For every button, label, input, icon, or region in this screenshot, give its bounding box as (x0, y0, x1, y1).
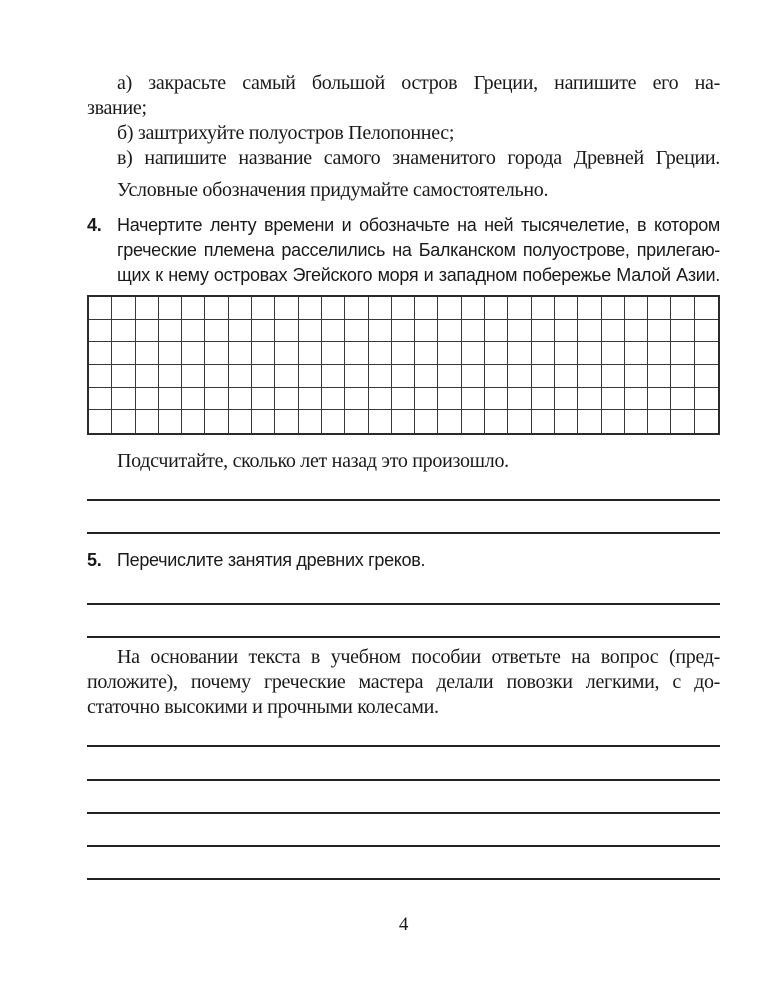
grid-cell (205, 410, 228, 433)
grid-cell (625, 320, 648, 343)
grid-cell (299, 342, 322, 365)
grid-cell (345, 388, 368, 411)
grid-cell (648, 410, 671, 433)
grid-cell (485, 388, 508, 411)
grid-cell (275, 410, 298, 433)
task4-number: 4. (87, 215, 102, 235)
grid-cell (671, 320, 694, 343)
task4-text-line2: греческие племена расселились на Балканском полуострове, прилегаю- (117, 240, 720, 260)
grid-cell (252, 410, 275, 433)
grid-cell (205, 388, 228, 411)
task4-text-line1: Начертите ленту времени и обозначьте на ней тысячелетие, в котором (117, 215, 720, 235)
grid-cell (555, 365, 578, 388)
answer-line (87, 499, 720, 501)
grid-cell (695, 320, 718, 343)
grid-cell (392, 320, 415, 343)
grid-cell (252, 365, 275, 388)
grid-cell (508, 365, 531, 388)
grid-cell (369, 388, 392, 411)
grid-cell (205, 365, 228, 388)
grid-cell (136, 388, 159, 411)
grid-cell (462, 410, 485, 433)
grid-cell (369, 342, 392, 365)
grid-cell (136, 365, 159, 388)
grid-cell (205, 297, 228, 320)
grid-cell (695, 410, 718, 433)
grid-cell (369, 365, 392, 388)
grid-cell (275, 365, 298, 388)
grid-cell (462, 388, 485, 411)
grid-cell (322, 410, 345, 433)
grid-cell (275, 388, 298, 411)
grid-cell (252, 297, 275, 320)
grid-cell (438, 388, 461, 411)
grid-cell (89, 320, 112, 343)
grid-cell (462, 342, 485, 365)
grid-cell (252, 342, 275, 365)
grid-cell (555, 342, 578, 365)
answer-line (87, 878, 720, 880)
grid-cell (89, 342, 112, 365)
question-line2: положите), почему греческие мастера делали повозки легкими, с до- (87, 671, 720, 693)
grid-cell (671, 297, 694, 320)
grid-cell (578, 342, 601, 365)
grid-cell (252, 320, 275, 343)
grid-cell (136, 410, 159, 433)
grid-cell (578, 410, 601, 433)
grid-cell (112, 365, 135, 388)
task3-legend-note: Условные обозначения придумайте самостоятельно. (117, 179, 549, 201)
grid-cell (345, 297, 368, 320)
grid-cell (438, 320, 461, 343)
grid-cell (112, 320, 135, 343)
answer-line (87, 636, 720, 638)
grid-cell (415, 410, 438, 433)
grid-cell (671, 365, 694, 388)
grid-cell (625, 365, 648, 388)
grid-cell (485, 297, 508, 320)
grid-cell (345, 410, 368, 433)
grid-cell (136, 342, 159, 365)
grid-cell (602, 320, 625, 343)
grid-cell (392, 388, 415, 411)
grid-cell (438, 365, 461, 388)
grid-cell (508, 320, 531, 343)
grid-cell (159, 388, 182, 411)
grid-cell (462, 297, 485, 320)
grid-cell (671, 342, 694, 365)
grid-cell (578, 365, 601, 388)
grid-cell (648, 365, 671, 388)
grid-cell (159, 342, 182, 365)
grid-cell (89, 410, 112, 433)
grid-cell (462, 320, 485, 343)
grid-cell (89, 388, 112, 411)
grid-cell (485, 320, 508, 343)
task3-item-b: б) заштрихуйте полуостров Пелопоннес; (117, 122, 455, 144)
grid-cell (532, 342, 555, 365)
grid-cell (602, 410, 625, 433)
grid-cell (299, 320, 322, 343)
grid-cell (182, 297, 205, 320)
grid-cell (345, 320, 368, 343)
grid-cell (112, 410, 135, 433)
grid-cell (415, 320, 438, 343)
grid-cell (392, 297, 415, 320)
grid-cell (182, 320, 205, 343)
grid-cell (205, 342, 228, 365)
grid-cell (136, 320, 159, 343)
grid-cell (229, 365, 252, 388)
grid-cell (555, 410, 578, 433)
grid-cell (578, 320, 601, 343)
grid-cell (229, 320, 252, 343)
grid-cell (555, 320, 578, 343)
grid-cell (182, 342, 205, 365)
grid-cell (671, 388, 694, 411)
question-line1: На основании текста в учебном пособии ответьте на вопрос (пред- (117, 646, 720, 668)
grid-cell (438, 410, 461, 433)
grid-cell (252, 388, 275, 411)
grid-cell (508, 342, 531, 365)
task5-number: 5. (87, 550, 102, 570)
grid-cell (485, 410, 508, 433)
grid-cell (648, 388, 671, 411)
answer-line (87, 812, 720, 814)
grid-cell (159, 297, 182, 320)
grid-cell (648, 342, 671, 365)
answer-line (87, 845, 720, 847)
grid-cell (508, 410, 531, 433)
grid-cell (625, 342, 648, 365)
grid-cell (159, 320, 182, 343)
grid-cell (625, 297, 648, 320)
grid-cell (136, 297, 159, 320)
grid-cell (275, 297, 298, 320)
grid-cell (578, 388, 601, 411)
grid-cell (695, 297, 718, 320)
grid-cell (532, 320, 555, 343)
grid-cell (462, 365, 485, 388)
grid-cell (229, 388, 252, 411)
grid-cell (299, 365, 322, 388)
grid-cell (671, 410, 694, 433)
grid-cell (89, 365, 112, 388)
answer-line (87, 532, 720, 534)
grid-cell (695, 365, 718, 388)
grid-cell (625, 388, 648, 411)
grid-cell (415, 297, 438, 320)
grid-cell (392, 342, 415, 365)
grid-cell (695, 388, 718, 411)
grid-cell (322, 388, 345, 411)
grid-cell (369, 320, 392, 343)
grid-cell (322, 365, 345, 388)
task4-count-prompt: Подсчитайте, сколько лет назад это произошло. (117, 450, 509, 472)
grid-cell (438, 342, 461, 365)
grid-cell (648, 297, 671, 320)
grid-cell (578, 297, 601, 320)
timeline-grid (87, 295, 720, 435)
task3-item-a-line2: звание; (87, 97, 147, 119)
grid-cell (415, 388, 438, 411)
task3-item-v: в) напишите название самого знаменитого города Древней Греции. (117, 147, 720, 169)
grid-cell (182, 365, 205, 388)
grid-cell (625, 410, 648, 433)
grid-cell (322, 297, 345, 320)
grid-cell (602, 297, 625, 320)
grid-cell (392, 410, 415, 433)
grid-cell (438, 297, 461, 320)
question-line3: статочно высокими и прочными колесами. (87, 696, 439, 718)
grid-cell (392, 365, 415, 388)
grid-cell (229, 342, 252, 365)
grid-cell (322, 320, 345, 343)
grid-cell (369, 410, 392, 433)
grid-cell (205, 320, 228, 343)
grid-cell (602, 342, 625, 365)
grid-cell (555, 297, 578, 320)
grid-cell (299, 388, 322, 411)
grid-cell (532, 297, 555, 320)
grid-cell (229, 297, 252, 320)
grid-cell (555, 388, 578, 411)
answer-line (87, 745, 720, 747)
grid-cell (485, 365, 508, 388)
grid-cell (345, 365, 368, 388)
grid-cell (299, 410, 322, 433)
grid-cell (602, 388, 625, 411)
answer-line (87, 603, 720, 605)
task4-text-line3: щих к нему островах Эгейского моря и западном побережье Малой Азии. (117, 265, 720, 285)
grid-cell (112, 388, 135, 411)
grid-cell (182, 388, 205, 411)
grid-cell (345, 342, 368, 365)
grid-cell (229, 410, 252, 433)
page-number: 4 (398, 914, 409, 935)
grid-cell (508, 388, 531, 411)
grid-cell (89, 297, 112, 320)
grid-cell (275, 320, 298, 343)
grid-cell (159, 365, 182, 388)
grid-cell (415, 342, 438, 365)
answer-line (87, 779, 720, 781)
task5-text: Перечислите занятия древних греков. (117, 550, 426, 570)
grid-cell (299, 297, 322, 320)
grid-cell (415, 365, 438, 388)
grid-cell (648, 320, 671, 343)
grid-cell (159, 410, 182, 433)
grid-cell (532, 365, 555, 388)
grid-cell (322, 342, 345, 365)
grid-cell (182, 410, 205, 433)
grid-cell (112, 297, 135, 320)
grid-cell (532, 388, 555, 411)
grid-cell (112, 342, 135, 365)
grid-cell (532, 410, 555, 433)
grid-cell (602, 365, 625, 388)
grid-cell (508, 297, 531, 320)
grid-cell (275, 342, 298, 365)
grid-cell (369, 297, 392, 320)
grid-cell (485, 342, 508, 365)
grid-cell (695, 342, 718, 365)
task3-item-a-line1: а) закрасьте самый большой остров Греции, напишите его на- (117, 72, 720, 94)
